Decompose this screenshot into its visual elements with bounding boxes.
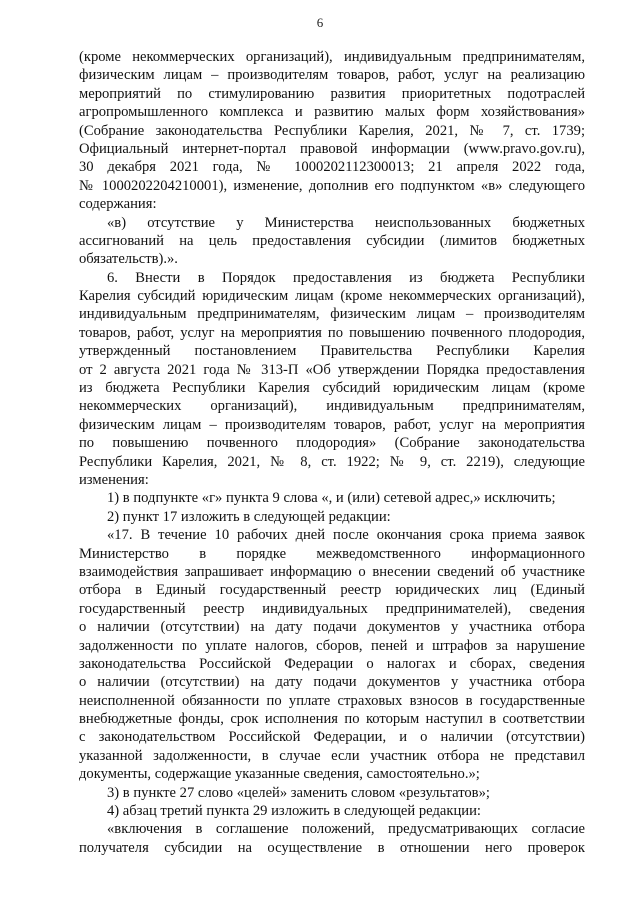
text-line: взаимодействия запрашивает информацию о внесении сведений об участнике <box>79 563 585 580</box>
text-line: утвержденный постановлением Правительства Республики Карелия <box>79 343 585 360</box>
text-line: с законодательством Российской Федерации, и о наличии (отсутствии) <box>79 729 585 746</box>
text-line: некоммерческих организаций), индивидуальным предпринимателям, <box>79 398 585 415</box>
text-line: 30 декабря 2021 года, № 1000202112300013; 21 апреля 2022 года, <box>79 159 585 176</box>
text-line: «в) отсутствие у Министерства неиспользованных бюджетных <box>107 214 585 231</box>
text-line: «17. В течение 10 рабочих дней после окончания срока приема заявок <box>107 527 585 544</box>
text-line: ассигнований на цель предоставления субсидии (лимитов бюджетных <box>79 232 585 249</box>
text-line: № 1000202204210001), изменение, дополнив его подпунктом «в» следующего <box>79 177 585 194</box>
text-line: Министерство в порядке межведомственного информационного <box>79 545 585 562</box>
text-line: обязательств).». <box>79 251 178 268</box>
text-line: физическим лицам – производителям товаров, работ, услуг на мероприятия <box>79 416 585 433</box>
text-line: мероприятий по стимулированию развития приоритетных подотраслей <box>79 85 585 102</box>
text-line: 4) абзац третий пункта 29 изложить в следующей редакции: <box>107 803 481 820</box>
text-line: внебюджетные фонды, срок исполнения по которым наступил в соответствии <box>79 711 585 728</box>
text-line: получателя субсидии на осуществление в отношении него проверок <box>79 839 585 856</box>
text-line: Карелия субсидий юридическим лицам (кроме некоммерческих организаций), <box>79 288 585 305</box>
text-line: агропромышленного комплекса и развитию малых форм хозяйствования» <box>79 104 585 121</box>
text-line: (Собрание законодательства Республики Карелия, 2021, № 7, ст. 1739; <box>79 122 585 139</box>
text-line: Официальный интернет-портал правовой информации (www.pravo.gov.ru), <box>79 140 585 157</box>
text-line: государственный реестр индивидуальных предпринимателей), сведения <box>79 600 585 617</box>
text-line: о наличии (отсутствии) на дату подачи документов у участника отбора <box>79 674 585 691</box>
text-line: Республики Карелия, 2021, № 8, ст. 1922; № 9, ст. 2219), следующие <box>79 453 585 470</box>
text-line: документы, содержащие указанные сведения, самостоятельно.»; <box>79 766 480 783</box>
text-line: изменения: <box>79 471 149 488</box>
text-line: 6. Внести в Порядок предоставления из бюджета Республики <box>107 269 585 286</box>
text-line: 2) пункт 17 изложить в следующей редакции: <box>107 508 391 525</box>
text-line: от 2 августа 2021 года № 313-П «Об утверждении Порядка предоставления <box>79 361 585 378</box>
text-line: физическим лицам – производителям товаров, работ, услуг на реализацию <box>79 67 585 84</box>
text-line: (кроме некоммерческих организаций), индивидуальным предпринимателям, <box>79 49 585 65</box>
text-line: указанной задолженности, в случае если участник отбора не представил <box>79 747 585 764</box>
document-body <box>79 48 585 857</box>
text-line: товаров, работ, услуг на мероприятия по повышению почвенного плодородия, <box>79 324 585 341</box>
text-line: 3) в пункте 27 слово «целей» заменить словом «результатов»; <box>107 784 490 801</box>
page-number: 6 <box>316 15 324 30</box>
text-line: содержания: <box>79 196 157 213</box>
text-line: о наличии (отсутствии) на дату подачи документов у участника отбора <box>79 619 585 636</box>
text-line: 1) в подпункте «г» пункта 9 слова «, и (или) сетевой адрес,» исключить; <box>107 490 556 507</box>
text-line: отбора в Единый государственный реестр юридических лиц (Единый <box>79 582 585 599</box>
text-line: из бюджета Республики Карелия субсидий юридическим лицам (кроме <box>79 380 585 397</box>
text-line: законодательства Российской Федерации о налогах и сборах, сведения <box>79 655 585 672</box>
text-line: задолженности по уплате налогов, сборов, пеней и штрафов за нарушение <box>79 637 585 654</box>
text-line: по повышению почвенного плодородия» (Собрание законодательства <box>79 435 585 452</box>
text-line: неисполненной обязанности по уплате страховых взносов в государственные <box>79 692 585 709</box>
text-line: индивидуальным предпринимателям, физическим лицам – производителям <box>79 306 585 323</box>
text-line: «включения в соглашение положений, предусматривающих согласие <box>107 821 585 838</box>
